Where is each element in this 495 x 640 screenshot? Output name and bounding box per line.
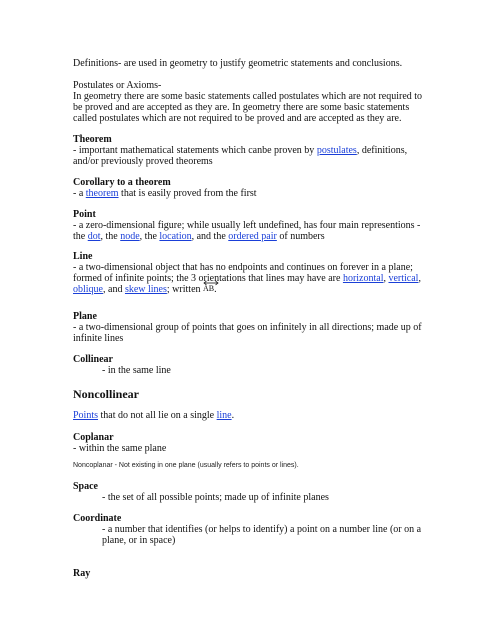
point-sep: , the — [139, 231, 160, 242]
line-sep: , — [418, 273, 421, 284]
theorem-link[interactable]: theorem — [85, 188, 119, 199]
plane-section — [73, 311, 433, 344]
location-link[interactable]: location — [159, 231, 192, 242]
line-notation-text: AB — [203, 284, 215, 293]
point-text: - a zero-dimensional figure; while usually left undefined, has four main representions - the — [73, 220, 421, 242]
noncollinear-body-section — [73, 410, 433, 421]
corollary-text: - a — [73, 188, 86, 199]
points-link[interactable]: Points — [73, 410, 99, 421]
theorem-section — [73, 134, 433, 167]
line-end: . — [214, 284, 217, 295]
noncoplanar-text: Noncoplanar - Not existing in one plane (usually refers to points or lines). — [73, 462, 299, 469]
corollary-section — [73, 177, 433, 199]
point-sep: , the — [100, 231, 121, 242]
collinear-heading: Collinear — [73, 354, 113, 365]
skew-lines-link[interactable]: skew lines — [124, 284, 167, 295]
dot-link[interactable]: dot — [87, 231, 101, 242]
coordinate-heading: Coordinate — [73, 513, 122, 524]
collinear-section — [73, 354, 433, 376]
ray-section — [73, 568, 433, 579]
ordered-pair-link[interactable]: ordered pair — [228, 231, 277, 242]
line-body — [73, 262, 433, 295]
noncollinear-end: . — [231, 410, 235, 421]
point-body — [73, 220, 433, 242]
point-sep: , and the — [191, 231, 229, 242]
oblique-link[interactable]: oblique — [73, 284, 103, 295]
theorem-heading: Theorem — [73, 134, 112, 145]
noncollinear-section — [73, 387, 433, 401]
vertical-link[interactable]: vertical — [388, 273, 419, 284]
postulates-title: Postulates or Axioms- — [73, 80, 162, 91]
double-arrow-icon — [203, 280, 219, 286]
coordinate-section — [73, 513, 433, 546]
line-notation — [203, 285, 214, 293]
definitions-section — [73, 58, 433, 69]
corollary-text-after: that is easily proved from the first — [118, 188, 257, 199]
line-sep: ; written — [166, 284, 204, 295]
theorem-body — [73, 145, 433, 167]
noncollinear-heading: Noncollinear — [73, 387, 139, 401]
line-link[interactable]: line — [216, 410, 232, 421]
point-heading: Point — [73, 209, 96, 220]
line-sep: , — [383, 273, 389, 284]
horizontal-link[interactable]: horizontal — [342, 273, 384, 284]
theorem-text: - important mathematical statements which canbe proven by — [73, 145, 317, 156]
plane-body: - a two-dimensional group of points that goes on infinitely in all directions; made up of infinite lines — [73, 322, 422, 344]
noncollinear-body — [73, 410, 433, 421]
space-body: - the set of all possible points; made up of infinite planes — [102, 492, 329, 503]
line-section — [73, 251, 433, 295]
definitions-intro: Definitions- are used in geometry to justify geometric statements and conclusions. — [73, 58, 403, 69]
point-text-after: of numbers — [276, 231, 325, 242]
coplanar-section — [73, 432, 433, 454]
space-section — [73, 481, 433, 503]
ray-heading: Ray — [73, 568, 91, 579]
space-heading: Space — [73, 481, 98, 492]
postulates-link[interactable]: postulates — [316, 145, 357, 156]
theorem-text-after: , definitions, and/or previously proved theorems — [73, 145, 408, 167]
node-link[interactable]: node — [120, 231, 140, 242]
coplanar-body: - within the same plane — [73, 443, 167, 454]
postulates-section — [73, 80, 433, 124]
corollary-body — [73, 188, 433, 199]
point-section — [73, 209, 433, 242]
coplanar-heading: Coplanar — [73, 432, 114, 443]
plane-heading: Plane — [73, 311, 97, 322]
noncoplanar-section — [73, 461, 453, 470]
line-sep: , and — [103, 284, 125, 295]
corollary-heading: Corollary to a theorem — [73, 177, 171, 188]
coordinate-body: - a number that identifies (or helps to identify) a point on a number line (or on a plane, or in space) — [102, 524, 422, 546]
noncollinear-text: that do not all lie on a single — [98, 410, 217, 421]
line-heading: Line — [73, 251, 93, 262]
collinear-body: - in the same line — [102, 365, 171, 376]
postulates-body: In geometry there are some basic statements called postulates which are not required to be proved and are accepted as they are. In geometry there are some basic statements called postulates which are not required to be proved and are accepted as they are. — [73, 91, 423, 124]
line-text: - a two-dimensional object that has no endpoints and continues on forever in a plane; formed of infinite points; the 3 orientations that lines may have are — [73, 262, 413, 284]
